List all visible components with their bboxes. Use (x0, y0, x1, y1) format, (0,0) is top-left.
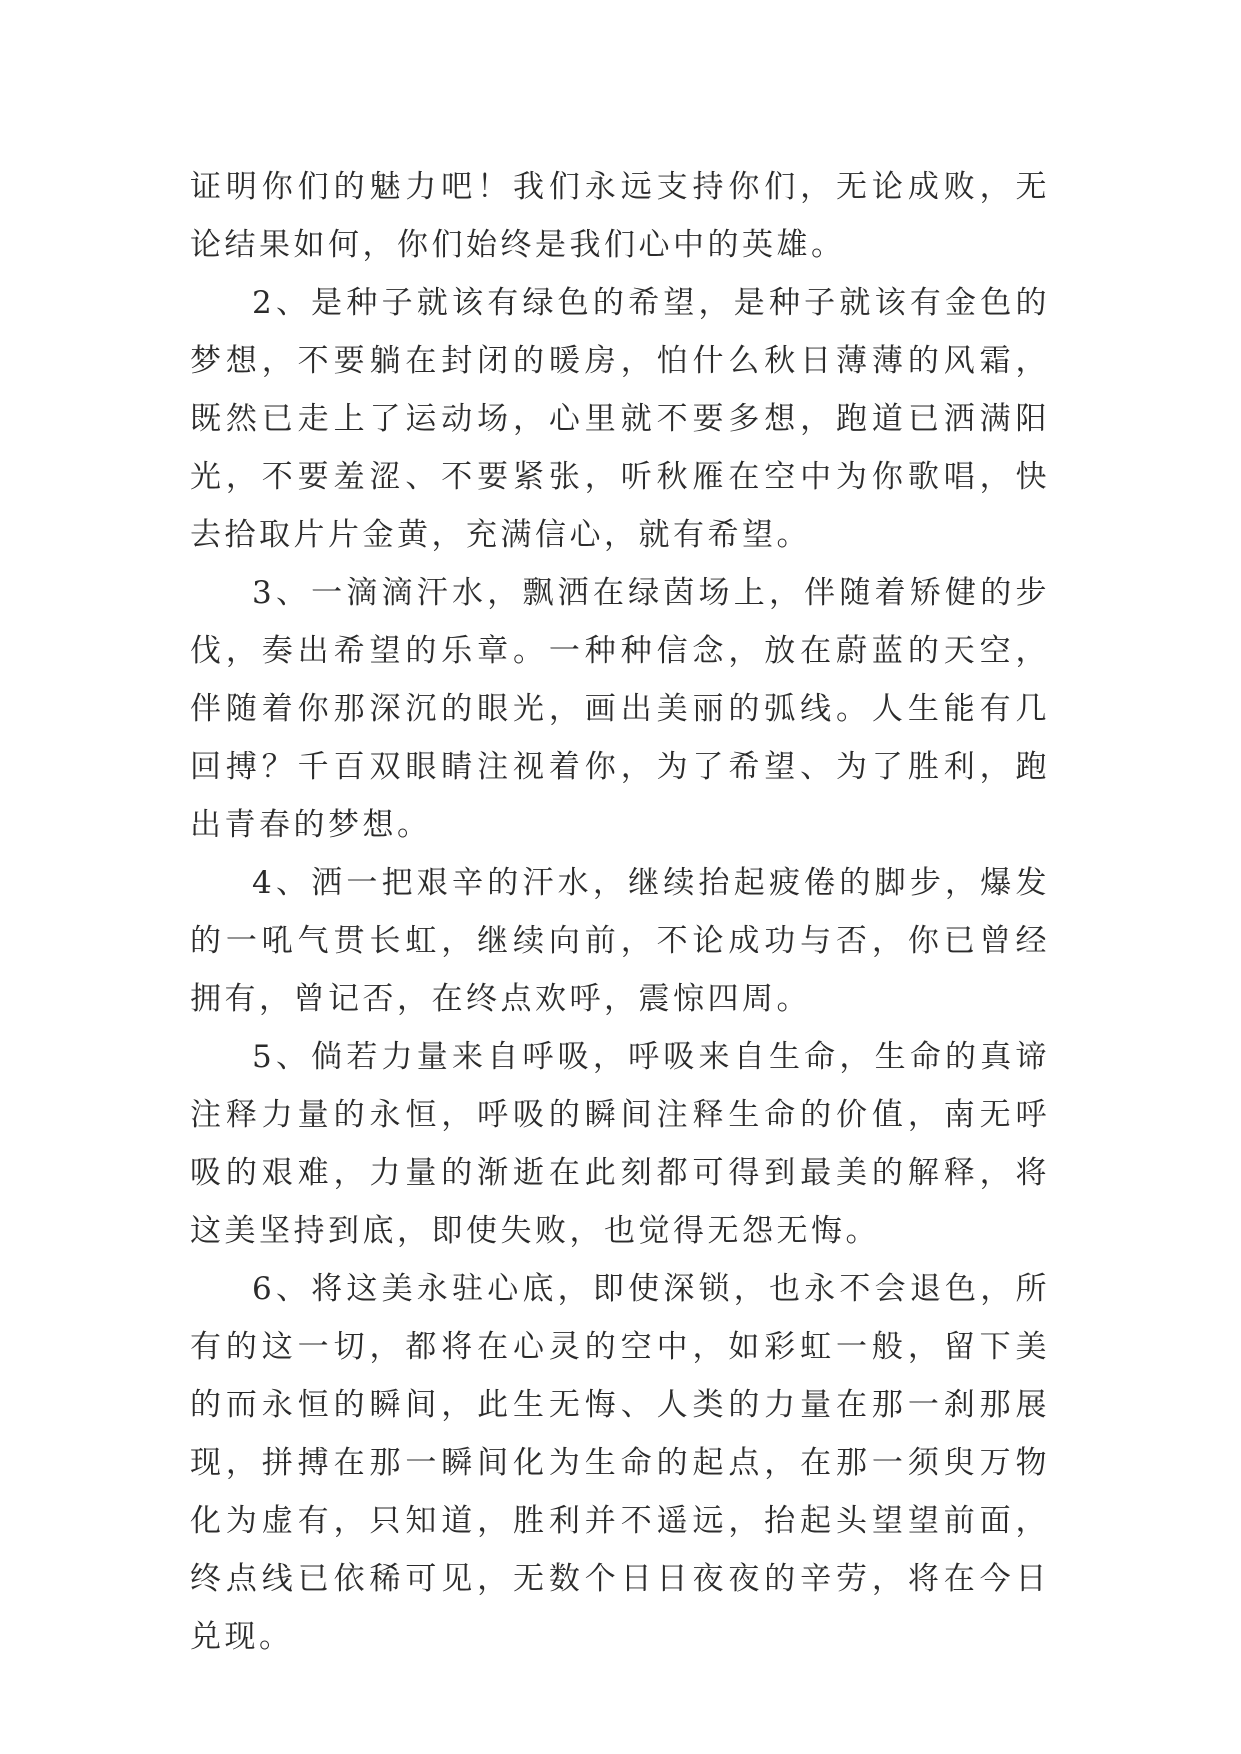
paragraph-1: 证明你们的魅力吧！我们永远支持你们，无论成败，无论结果如何，你们始终是我们心中的英雄。 (190, 169, 1050, 263)
document-body (190, 158, 1050, 1666)
paragraph-4: 4、洒一把艰辛的汗水，继续抬起疲倦的脚步，爆发的一吼气贯长虹，继续向前，不论成功与否，你已曾经拥有，曾记否，在终点欢呼，震惊四周。 (190, 865, 1050, 1017)
paragraph-3: 3、一滴滴汗水，飘洒在绿茵场上，伴随着矫健的步伐，奏出希望的乐章。一种种信念，放在蔚蓝的天空，伴随着你那深沉的眼光，画出美丽的弧线。人生能有几回搏？千百双眼睛注视着你，为了希望、为了胜利，跑出青春的梦想。 (190, 575, 1050, 843)
paragraph-6: 6、将这美永驻心底，即使深锁，也永不会退色，所有的这一切，都将在心灵的空中，如彩虹一般，留下美的而永恒的瞬间，此生无悔、人类的力量在那一刹那展现，拼搏在那一瞬间化为生命的起点，在那一须臾万物化为虚有，只知道，胜利并不遥远，抬起头望望前面，终点线已依稀可见，无数个日日夜夜的辛劳，将在今日兑现。 (190, 1271, 1050, 1655)
paragraph-2: 2、是种子就该有绿色的希望，是种子就该有金色的梦想，不要躺在封闭的暖房，怕什么秋日薄薄的风霜，既然已走上了运动场，心里就不要多想，跑道已洒满阳光，不要羞涩、不要紧张，听秋雁在空中为你歌唱，快去拾取片片金黄，充满信心，就有希望。 (190, 285, 1050, 553)
paragraph-5: 5、倘若力量来自呼吸，呼吸来自生命，生命的真谛注释力量的永恒，呼吸的瞬间注释生命的价值，南无呼吸的艰难，力量的渐逝在此刻都可得到最美的解释，将这美坚持到底，即使失败，也觉得无怨无悔。 (190, 1039, 1050, 1249)
